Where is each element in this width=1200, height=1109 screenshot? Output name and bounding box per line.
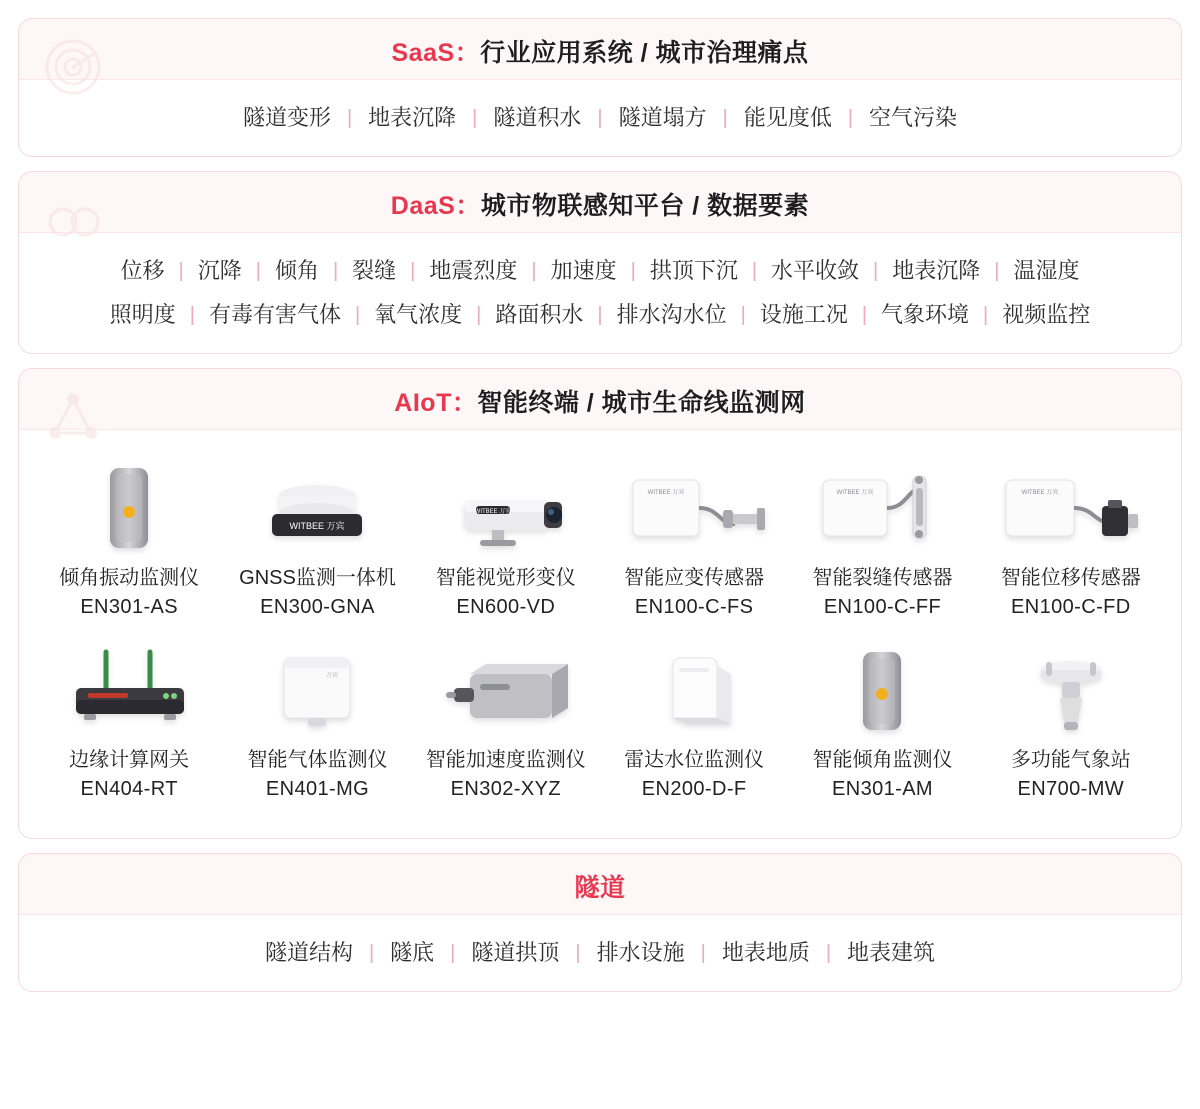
device-name: 边缘计算网关 xyxy=(69,749,190,771)
daas-item[interactable]: 倾角 xyxy=(274,258,319,283)
device-model: EN200-D-F xyxy=(641,778,747,800)
separator: | xyxy=(450,942,456,964)
device-card[interactable] xyxy=(600,452,788,624)
displacement-sensor-icon xyxy=(979,458,1163,554)
daas-item[interactable]: 位移 xyxy=(120,258,165,283)
separator: | xyxy=(751,260,758,282)
aiot-prefix: AIoT： xyxy=(394,389,478,417)
tilt-vibration-sensor-icon xyxy=(37,458,221,554)
saas-body xyxy=(19,79,1181,156)
separator: | xyxy=(873,260,879,282)
separator: | xyxy=(346,107,353,129)
strain-sensor-icon xyxy=(602,458,786,554)
daas-chip-row-2 xyxy=(29,293,1171,337)
separator: | xyxy=(983,304,989,326)
saas-prefix: SaaS： xyxy=(391,39,481,67)
separator: | xyxy=(189,304,195,326)
tunnel-item[interactable]: 隧底 xyxy=(390,940,435,965)
separator: | xyxy=(354,304,361,326)
saas-chip-row xyxy=(29,96,1171,140)
device-card[interactable] xyxy=(977,634,1165,806)
device-name: 倾角振动监测仪 xyxy=(59,567,200,589)
svg-text:WITBEE 万宾: WITBEE 万宾 xyxy=(837,490,874,496)
device-card[interactable] xyxy=(788,452,976,624)
device-card[interactable] xyxy=(977,452,1165,624)
aiot-panel xyxy=(18,368,1182,839)
tunnel-chip-row xyxy=(29,931,1171,975)
device-model: EN600-VD xyxy=(456,596,556,618)
separator: | xyxy=(476,304,482,326)
aiot-header xyxy=(19,369,1181,429)
device-model: EN100-C-FD xyxy=(1011,596,1131,618)
daas-item[interactable]: 视频监控 xyxy=(1002,302,1091,327)
separator: | xyxy=(861,304,868,326)
device-name: 智能倾角监测仪 xyxy=(812,749,953,771)
svg-text:WITBEE 万宾: WITBEE 万宾 xyxy=(474,509,512,515)
saas-item[interactable]: 隧道积水 xyxy=(493,105,582,130)
device-model: EN700-MW xyxy=(1017,778,1125,800)
accelerometer-icon xyxy=(414,640,598,736)
device-model: EN301-AS xyxy=(80,596,179,618)
separator: | xyxy=(994,260,1000,282)
tilt-monitor-icon xyxy=(790,640,974,736)
separator: | xyxy=(847,107,854,129)
daas-item[interactable]: 照明度 xyxy=(109,302,176,327)
daas-prefix: DaaS： xyxy=(390,192,481,220)
device-card[interactable] xyxy=(223,452,411,624)
saas-header xyxy=(19,19,1181,79)
daas-item[interactable]: 设施工况 xyxy=(759,302,848,327)
daas-item[interactable]: 排水沟水位 xyxy=(616,302,727,327)
device-card[interactable] xyxy=(223,634,411,806)
daas-item[interactable]: 路面积水 xyxy=(495,302,584,327)
separator: | xyxy=(368,942,375,964)
tunnel-item[interactable]: 地表建筑 xyxy=(847,940,936,965)
svg-text:WITBEE 万宾: WITBEE 万宾 xyxy=(1021,490,1059,496)
device-name: 智能位移传感器 xyxy=(1000,567,1141,589)
separator: | xyxy=(178,260,184,282)
gnss-monitor-icon xyxy=(225,458,409,554)
saas-item[interactable]: 空气污染 xyxy=(869,105,958,130)
separator: | xyxy=(332,260,339,282)
tunnel-body xyxy=(19,914,1181,991)
aiot-title: 智能终端 / 城市生命线监测网 xyxy=(477,389,806,417)
separator: | xyxy=(630,260,636,282)
separator: | xyxy=(825,942,832,964)
daas-item[interactable]: 裂缝 xyxy=(352,258,397,283)
device-model: EN100-C-FS xyxy=(634,596,754,618)
daas-item[interactable]: 温湿度 xyxy=(1013,258,1080,283)
separator: | xyxy=(700,942,706,964)
saas-item[interactable]: 能见度低 xyxy=(743,105,832,130)
vision-deformation-camera-icon xyxy=(414,458,598,554)
device-name: 雷达水位监测仪 xyxy=(624,749,765,771)
svg-text:WITBEE 万宾: WITBEE 万宾 xyxy=(289,521,345,531)
daas-item[interactable]: 水平收敛 xyxy=(771,258,860,283)
device-name: 智能裂缝传感器 xyxy=(812,567,953,589)
daas-header xyxy=(19,172,1181,232)
svg-text:万宾: 万宾 xyxy=(326,673,339,679)
device-name: 多功能气象站 xyxy=(1010,749,1131,771)
tunnel-panel xyxy=(18,853,1182,992)
saas-title: 行业应用系统 / 城市治理痛点 xyxy=(480,39,809,67)
device-model: EN301-AM xyxy=(831,778,933,800)
device-name: 智能视觉形变仪 xyxy=(435,567,576,589)
separator: | xyxy=(410,260,416,282)
separator: | xyxy=(597,304,603,326)
device-card[interactable] xyxy=(412,634,600,806)
weather-station-icon xyxy=(979,640,1163,736)
device-model: EN302-XYZ xyxy=(450,778,561,800)
tunnel-item[interactable]: 地表地质 xyxy=(721,940,810,965)
daas-item[interactable]: 地震烈度 xyxy=(429,258,518,283)
separator: | xyxy=(255,260,261,282)
daas-item[interactable]: 加速度 xyxy=(550,258,617,283)
tunnel-item[interactable]: 隧道结构 xyxy=(264,940,353,965)
saas-item[interactable]: 隧道塌方 xyxy=(618,105,707,130)
saas-panel xyxy=(18,18,1182,157)
saas-item[interactable]: 地表沉降 xyxy=(368,105,457,130)
device-model: EN300-GNA xyxy=(260,596,375,618)
svg-text:WITBEE 万宾: WITBEE 万宾 xyxy=(647,490,685,496)
daas-panel xyxy=(18,171,1182,354)
daas-item[interactable]: 气象环境 xyxy=(881,302,970,327)
tunnel-item[interactable]: 隧道拱顶 xyxy=(471,940,560,965)
separator: | xyxy=(722,107,728,129)
device-card[interactable] xyxy=(35,634,223,806)
separator: | xyxy=(472,107,478,129)
aiot-body xyxy=(19,429,1181,838)
daas-item[interactable]: 拱顶下沉 xyxy=(649,258,738,283)
tunnel-header xyxy=(19,854,1181,914)
device-card[interactable] xyxy=(788,634,976,806)
daas-item[interactable]: 有毒有害气体 xyxy=(208,302,341,327)
daas-body xyxy=(19,232,1181,353)
daas-item[interactable]: 地表沉降 xyxy=(892,258,981,283)
device-model: EN401-MG xyxy=(265,778,370,800)
edge-gateway-icon xyxy=(37,640,221,736)
daas-title: 城市物联感知平台 / 数据要素 xyxy=(480,192,810,220)
device-name: GNSS监测一体机 xyxy=(239,567,396,589)
daas-chip-row-1 xyxy=(29,249,1171,293)
daas-item[interactable]: 沉降 xyxy=(197,258,242,283)
device-card[interactable] xyxy=(35,452,223,624)
device-grid xyxy=(29,446,1171,822)
separator: | xyxy=(597,107,603,129)
device-name: 智能加速度监测仪 xyxy=(425,749,586,771)
gas-monitor-icon xyxy=(225,640,409,736)
radar-water-level-icon xyxy=(602,640,786,736)
separator: | xyxy=(531,260,537,282)
daas-item[interactable]: 氧气浓度 xyxy=(374,302,463,327)
crack-sensor-icon xyxy=(790,458,974,554)
saas-item[interactable]: 隧道变形 xyxy=(242,105,331,130)
tunnel-title: 隧道 xyxy=(574,874,626,902)
tunnel-item[interactable]: 排水设施 xyxy=(596,940,685,965)
device-name: 智能应变传感器 xyxy=(624,567,765,589)
device-card[interactable] xyxy=(600,634,788,806)
separator: | xyxy=(575,942,581,964)
device-model: EN100-C-FF xyxy=(823,596,942,618)
device-name: 智能气体监测仪 xyxy=(247,749,388,771)
device-card[interactable] xyxy=(412,452,600,624)
device-model: EN404-RT xyxy=(80,778,178,800)
separator: | xyxy=(740,304,746,326)
